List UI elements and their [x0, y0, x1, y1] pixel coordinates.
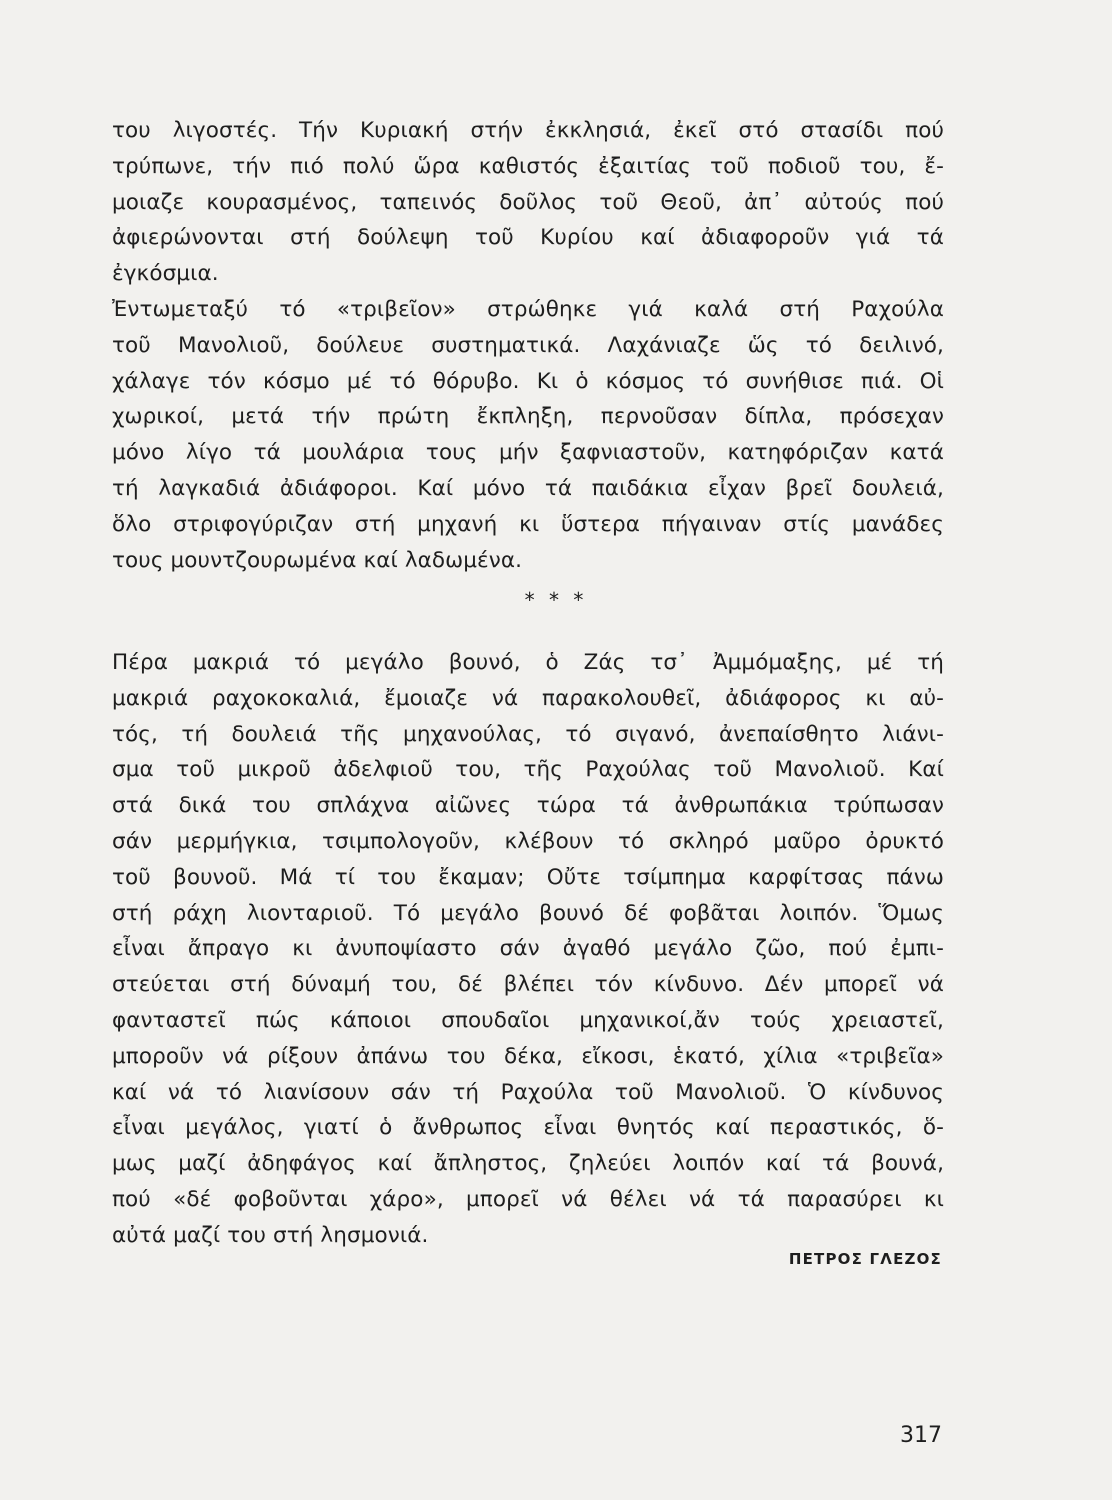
- text-line: σμα τοῦ μικροῦ ἀδελφιοῦ του, τῆς Ραχούλας τοῦ Μανολιοῦ. Καί: [112, 757, 944, 783]
- text-line: τή λαγκαδιά ἀδιάφοροι. Καί μόνο τά παιδάκια εἶχαν βρεῖ δουλειά,: [112, 475, 944, 501]
- text-line: τοῦ βουνοῦ. Μά τί του ἔκαμαν; Οὔτε τσίμπημα καρφίτσας πάνω: [112, 864, 944, 890]
- text-line: Πέρα μακριά τό μεγάλο βουνό, ὁ Ζάς τσ᾿ Ἀμμόμαξης, μέ τή: [112, 650, 944, 675]
- text-line: τρύπωνε, τήν πιό πολύ ὥρα καθιστός ἐξαιτίας τοῦ ποδιοῦ του, ἔ-: [112, 153, 944, 179]
- text-line: μακριά ραχοκοκαλιά, ἔμοιαζε νά παρακολουθεῖ, ἀδιάφορος κι αὐ-: [112, 685, 944, 711]
- page-number: 317: [900, 1423, 942, 1448]
- author-signature: ΠΕΤΡΟΣ ΓΛΕΖΟΣ: [788, 1250, 942, 1268]
- text-line: φανταστεῖ πώς κάποιοι σπουδαῖοι μηχανικοί,ἄν τούς χρειαστεῖ,: [112, 1007, 944, 1033]
- text-line: σάν μερμήγκια, τσιμπολογοῦν, κλέβουν τό σκληρό μαῦρο ὀρυκτό: [112, 828, 944, 854]
- text-line: ἐγκόσμια.: [112, 261, 219, 287]
- text-line: στεύεται στή δύναμή του, δέ βλέπει τόν κίνδυνο. Δέν μπορεῖ νά: [112, 972, 944, 998]
- text-line: χάλαγε τόν κόσμο μέ τό θόρυβο. Κι ὁ κόσμος τό συνήθισε πιά. Οἱ: [112, 368, 944, 394]
- text-line: εἶναι ἄπραγο κι ἀνυποψίαστο σάν ἀγαθό μεγάλο ζῶο, πού ἐμπι-: [112, 936, 944, 962]
- text-line: μως μαζί ἀδηφάγος καί ἄπληστος, ζηλεύει λοιπόν καί τά βουνά,: [112, 1151, 944, 1177]
- text-line: εἶναι μεγάλος, γιατί ὁ ἄνθρωπος εἶναι θνητός καί περαστικός, ὅ-: [112, 1115, 944, 1141]
- text-line: μόνο λίγο τά μουλάρια τους μήν ξαφνιαστοῦν, κατηφόριζαν κατά: [112, 440, 944, 466]
- text-line: Ἐντωμεταξύ τό «τριβεῖον» στρώθηκε γιά καλά στή Ραχούλα: [112, 296, 944, 322]
- text-line: αὐτά μαζί του στή λησμονιά.: [112, 1222, 429, 1248]
- text-line: πού «δέ φοβοῦνται χάρο», μπορεῖ νά θέλει νά τά παρασύρει κι: [112, 1186, 944, 1212]
- text-line: μποροῦν νά ρίξουν ἀπάνω του δέκα, εἴκοσι, ἑκατό, χίλια «τριβεῖα»: [112, 1043, 944, 1069]
- text-block-upper: [112, 113, 944, 578]
- text-block-lower: [112, 645, 944, 1254]
- text-line: μοιαζε κουρασμένος, ταπεινός δοῦλος τοῦ Θεοῦ, ἀπ᾿ αὐτούς πού: [112, 189, 944, 215]
- text-line: ὅλο στριφογύριζαν στή μηχανή κι ὕστερα πήγαιναν στίς μανάδες: [112, 511, 944, 537]
- text-line: τός, τή δουλειά τῆς μηχανούλας, τό σιγανό, ἀνεπαίσθητο λιάνι-: [112, 721, 944, 747]
- text-line: στά δικά του σπλάχνα αἰῶνες τώρα τά ἀνθρωπάκια τρύπωσαν: [112, 793, 944, 819]
- text-line: στή ράχη λιονταριοῦ. Τό μεγάλο βουνό δέ φοβᾶται λοιπόν. Ὅμως: [112, 900, 944, 926]
- section-separator: * * *: [524, 588, 588, 612]
- text-line: τους μουντζουρωμένα καί λαδωμένα.: [112, 547, 523, 573]
- text-line: ἀφιερώνονται στή δούλεψη τοῦ Κυρίου καί ἀδιαφοροῦν γιά τά: [112, 225, 944, 251]
- text-line: καί νά τό λιανίσουν σάν τή Ραχούλα τοῦ Μανολιοῦ. Ὁ κίνδυνος: [112, 1079, 944, 1105]
- text-line: χωρικοί, μετά τήν πρώτη ἔκπληξη, περνοῦσαν δίπλα, πρόσεχαν: [112, 404, 944, 430]
- text-line: τοῦ Μανολιοῦ, δούλευε συστηματικά. Λαχάνιαζε ὥς τό δειλινό,: [112, 332, 944, 358]
- text-line: του λιγοστές. Τήν Κυριακή στήν ἐκκλησιά, ἐκεῖ στό στασίδι πού: [112, 118, 944, 143]
